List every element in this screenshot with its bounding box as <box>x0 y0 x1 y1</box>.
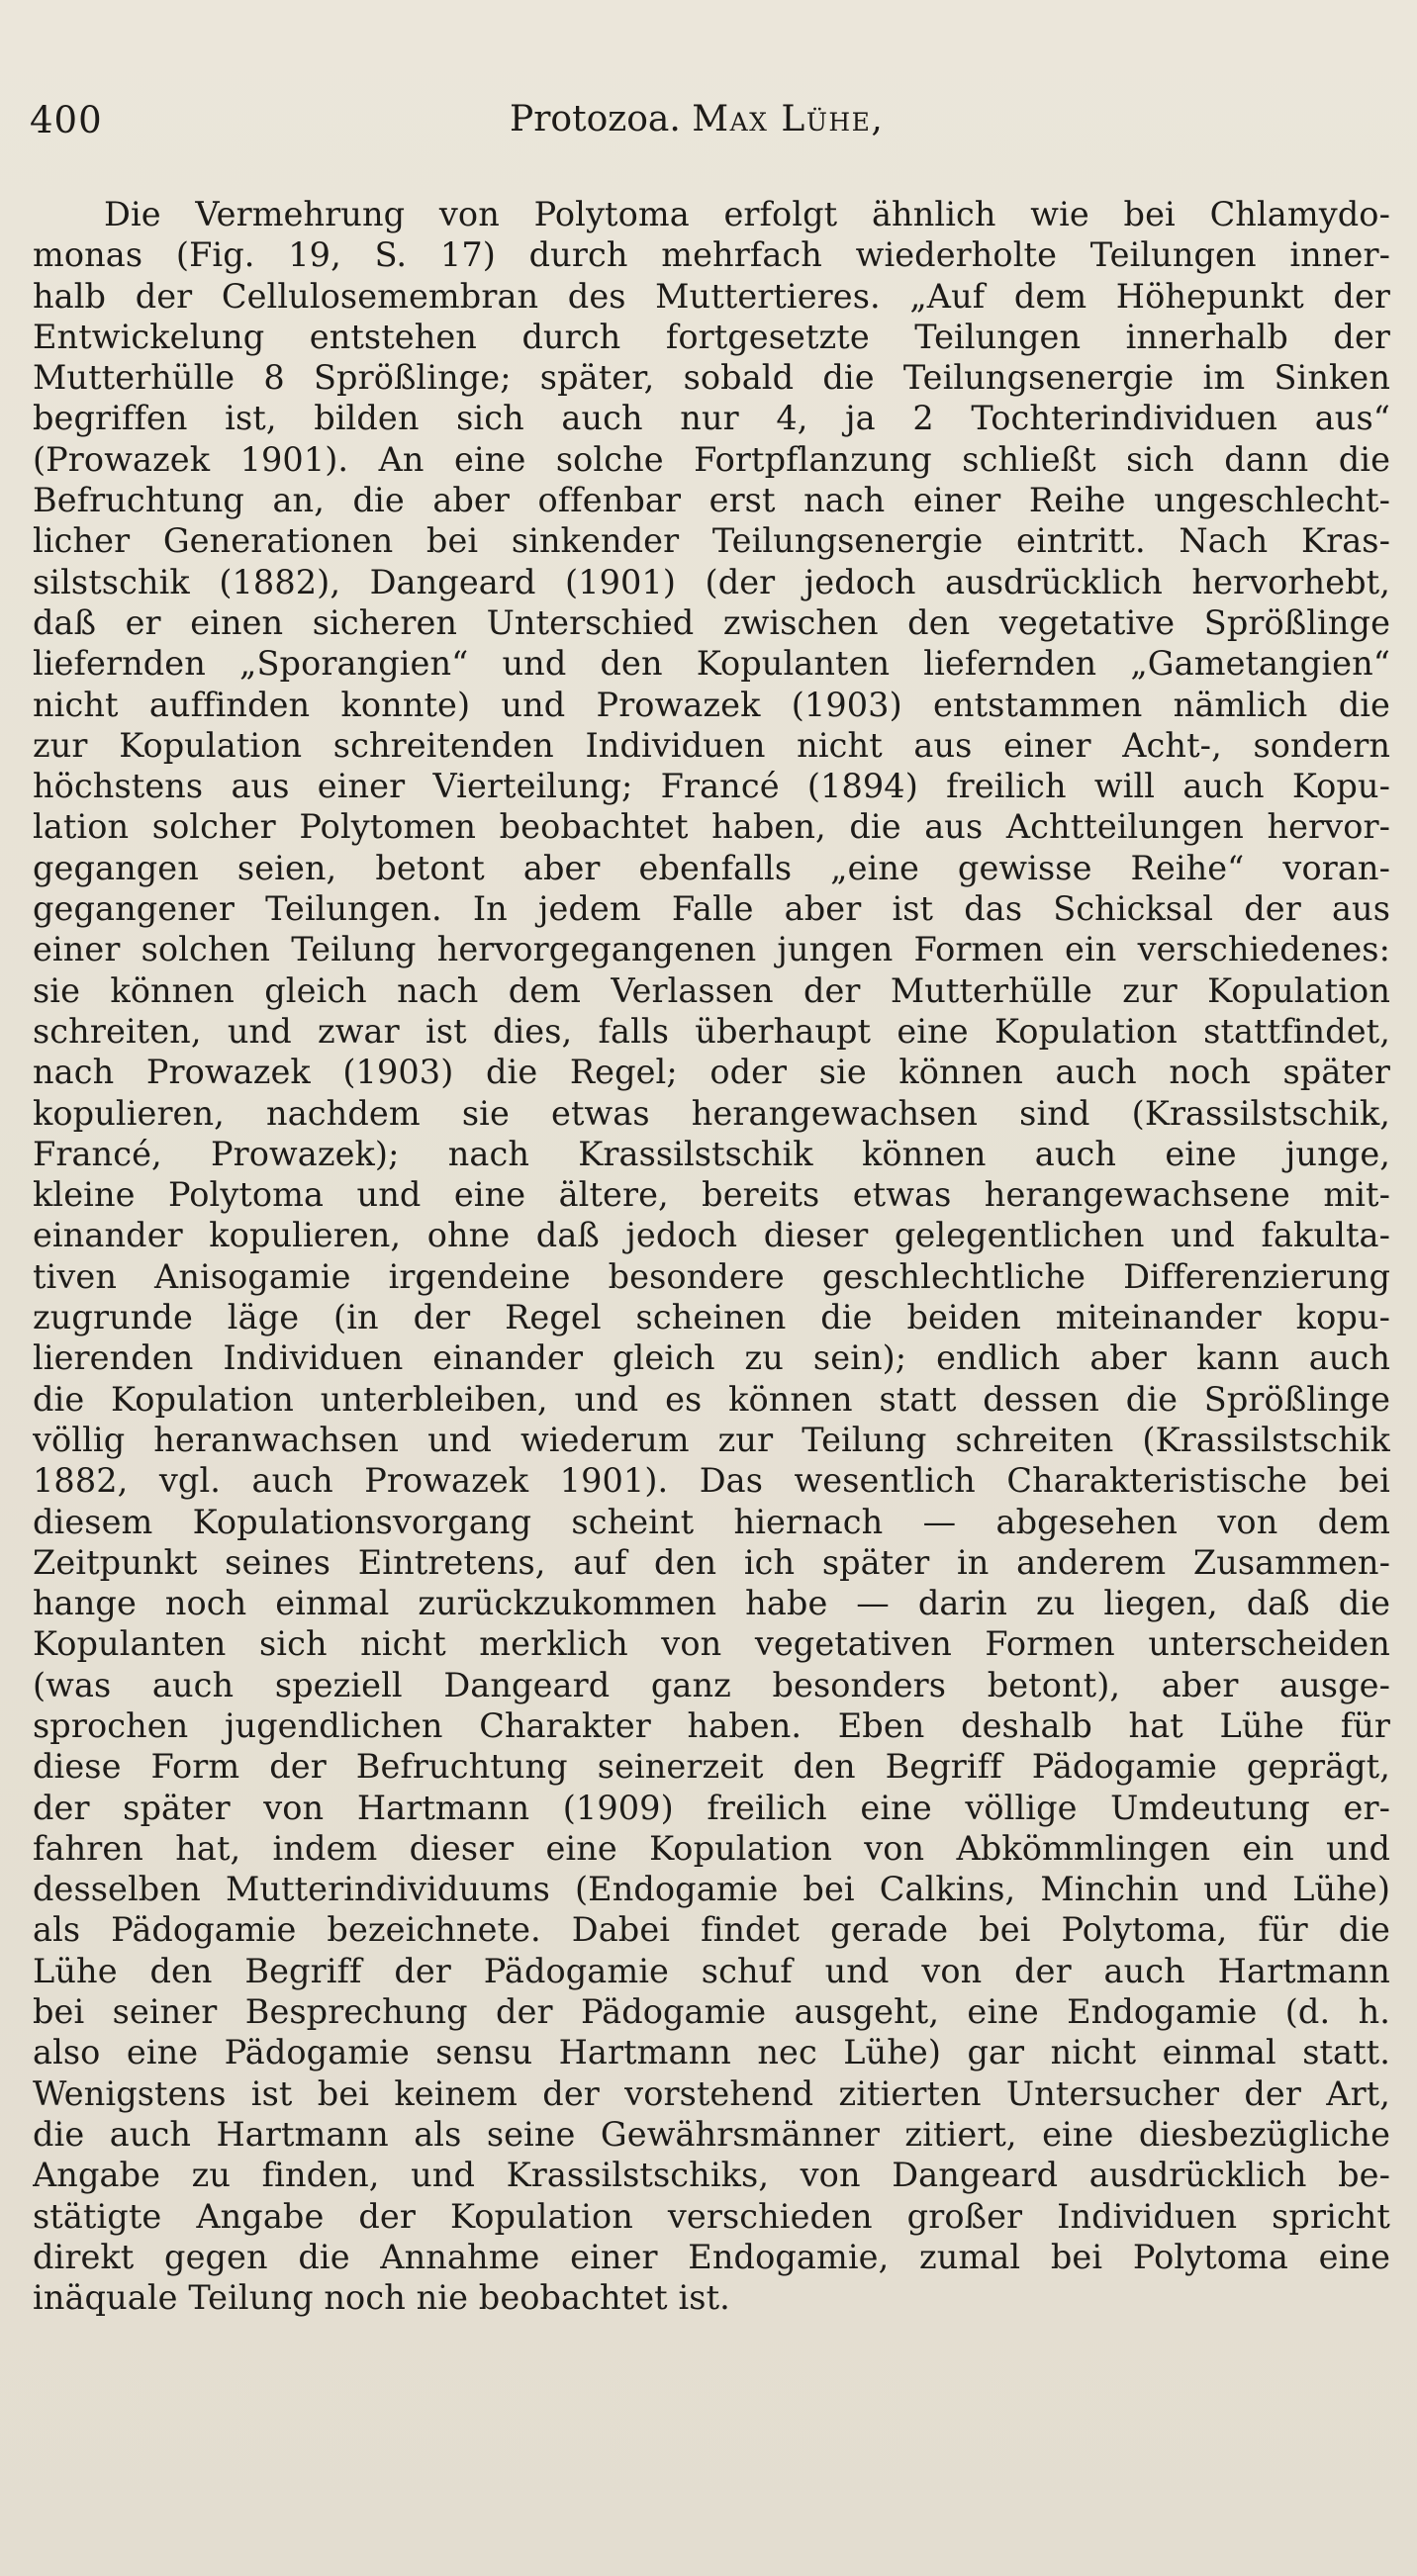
text-line: einer solchen Teilung hervorgegangenen jungen Formen ein verschiedenes: <box>33 930 1390 969</box>
text-line: liefernden „Sporangien“ und den Kopulanten liefernden „Gametangien“ <box>33 644 1390 684</box>
text-line: Francé, Prowazek); nach Krassilstschik können auch eine junge, <box>33 1134 1390 1173</box>
text-line: Wenigstens ist bei keinem der vorstehend zitierten Untersucher der Art, <box>33 2073 1390 2113</box>
text-line: stätigte Angabe der Kopulation verschieden großer Individuen spricht <box>33 2196 1390 2236</box>
text-line: die Kopulation unterbleiben, und es können statt dessen die Sprößlinge <box>33 1379 1390 1419</box>
text-line: bei seiner Besprechung der Pädogamie ausgeht, eine Endogamie (d. h. <box>33 1992 1390 2032</box>
text-line: gegangen seien, betont aber ebenfalls „eine gewisse Reihe“ voran- <box>33 848 1390 887</box>
text-line: fahren hat, indem dieser eine Kopulation von Abkömmlingen ein und <box>33 1828 1390 1868</box>
text-line: Angabe zu finden, und Krassilstschiks, von Dangeard ausdrücklich be- <box>33 2156 1390 2195</box>
text-line: (was auch speziell Dangeard ganz besonders betont), aber ausge- <box>33 1665 1390 1704</box>
running-header <box>30 99 1395 158</box>
text-line: völlig heranwachsen und wiederum zur Teilung schreiten (Krassilstschik <box>33 1420 1390 1459</box>
section-title: Protozoa. <box>510 99 681 139</box>
text-line: schreiten, und zwar ist dies, falls überhaupt eine Kopulation stattfindet, <box>33 1011 1390 1051</box>
text-line: Kopulanten sich nicht merklich von vegetativen Formen unterscheiden <box>33 1624 1390 1664</box>
text-line: nicht auffinden konnte) und Prowazek (1903) entstammen nämlich die <box>33 685 1390 724</box>
text-line: einander kopulieren, ohne daß jedoch dieser gelegentlichen und fakulta- <box>33 1216 1390 1255</box>
text-line: Die Vermehrung von Polytoma erfolgt ähnlich wie bei Chlamydo- <box>104 195 1390 233</box>
text-line: (Prowazek 1901). An eine solche Fortpflanzung schließt sich dann die <box>33 439 1390 479</box>
text-line: Befruchtung an, die aber offenbar erst nach einer Reihe ungeschlecht- <box>33 481 1390 520</box>
text-line: kleine Polytoma und eine ältere, bereits etwas herangewachsene mit- <box>33 1175 1390 1215</box>
text-line: inäquale Teilung noch nie beobachtet ist. <box>33 2278 730 2318</box>
text-line: direkt gegen die Annahme einer Endogamie, zumal bei Polytoma eine <box>33 2237 1390 2276</box>
text-line: lation solcher Polytomen beobachtet haben, die aus Achtteilungen hervor- <box>33 807 1390 847</box>
text-line: nach Prowazek (1903) die Regel; oder sie können auch noch später <box>33 1053 1390 1092</box>
text-line: Mutterhülle 8 Sprößlinge; später, sobald die Teilungsenergie im Sinken <box>33 358 1390 398</box>
text-line: Zeitpunkt seines Eintretens, auf den ich später in anderem Zusammen- <box>33 1542 1390 1582</box>
text-line: begriffen ist, bilden sich auch nur 4, ja 2 Tochterindividuen aus“ <box>33 399 1390 438</box>
text-line: kopulieren, nachdem sie etwas herangewachsen sind (Krassilstschik, <box>33 1093 1390 1133</box>
text-line: diesem Kopulationsvorgang scheint hiernach — abgesehen von dem <box>33 1502 1390 1541</box>
text-line: silstschik (1882), Dangeard (1901) (der jedoch ausdrücklich hervorhebt, <box>33 562 1390 601</box>
text-line: halb der Cellulosemembran des Muttertieres. „Auf dem Höhepunkt der <box>33 276 1390 316</box>
text-line: zugrunde läge (in der Regel scheinen die beiden miteinander kopu- <box>33 1298 1390 1337</box>
page-number: 400 <box>30 99 103 141</box>
text-line: der später von Hartmann (1909) freilich eine völlige Umdeutung er- <box>33 1788 1390 1827</box>
author-name: Max Lühe, <box>692 99 885 139</box>
text-line: lierenden Individuen einander gleich zu sein); endlich aber kann auch <box>33 1338 1390 1378</box>
text-line: Lühe den Begriff der Pädogamie schuf und von der auch Hartmann <box>33 1951 1390 1990</box>
text-line: 1882, vgl. auch Prowazek 1901). Das wesentlich Charakteristische bei <box>33 1461 1390 1501</box>
text-line: licher Generationen bei sinkender Teilungsenergie eintritt. Nach Kras- <box>33 521 1390 561</box>
text-line: zur Kopulation schreitenden Individuen nicht aus einer Acht-, sondern <box>33 725 1390 765</box>
text-line: desselben Mutterindividuums (Endogamie bei Calkins, Minchin und Lühe) <box>33 1870 1390 1909</box>
text-line: sprochen jugendlichen Charakter haben. Eben deshalb hat Lühe für <box>33 1705 1390 1745</box>
text-line: also eine Pädogamie sensu Hartmann nec Lühe) gar nicht einmal statt. <box>33 2033 1390 2072</box>
text-line: monas (Fig. 19, S. 17) durch mehrfach wiederholte Teilungen inner- <box>33 235 1390 275</box>
text-line: diese Form der Befruchtung seinerzeit den Begriff Pädogamie geprägt, <box>33 1747 1390 1787</box>
text-line: tiven Anisogamie irgendeine besondere geschlechtliche Differenzierung <box>33 1256 1390 1296</box>
text-line: die auch Hartmann als seine Gewährsmänner zitiert, eine diesbezügliche <box>33 2114 1390 2154</box>
text-line: Entwickelung entstehen durch fortgesetzte Teilungen innerhalb der <box>33 317 1390 356</box>
text-line: höchstens aus einer Vierteilung; Francé (1894) freilich will auch Kopu- <box>33 767 1390 806</box>
text-line: gegangener Teilungen. In jedem Falle aber ist das Schicksal der aus <box>33 889 1390 929</box>
running-title <box>510 99 884 139</box>
text-line: hange noch einmal zurückzukommen habe — darin zu liegen, daß die <box>33 1584 1390 1623</box>
text-line: als Pädogamie bezeichnete. Dabei findet gerade bei Polytoma, für die <box>33 1910 1390 1950</box>
body-text <box>33 194 1390 2318</box>
text-line: sie können gleich nach dem Verlassen der Mutterhülle zur Kopulation <box>33 970 1390 1010</box>
text-line: daß er einen sicheren Unterschied zwischen den vegetative Sprößlinge <box>33 602 1390 642</box>
